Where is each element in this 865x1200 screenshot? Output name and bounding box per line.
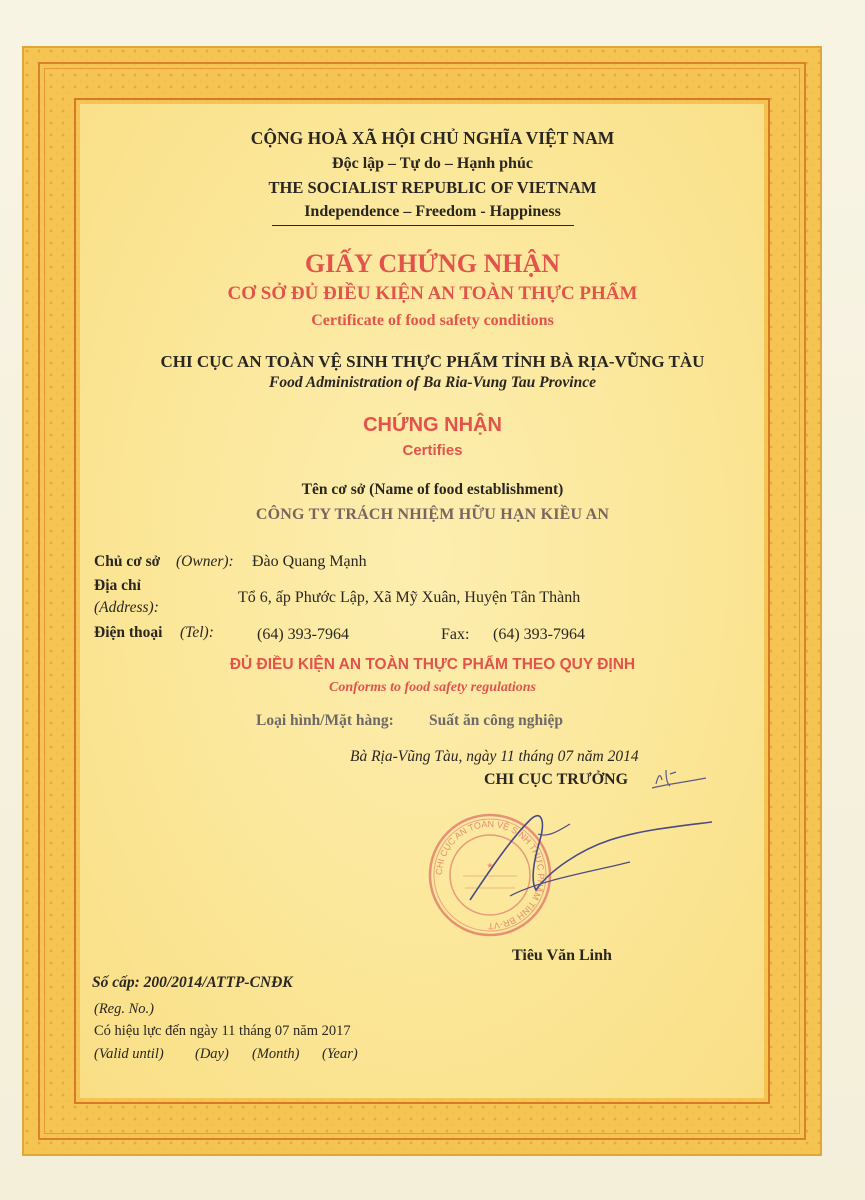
stamp-text: CHI CỤC AN TOÀN VỆ SINH THỰC PHẨM TỈNH BR-VT [433, 818, 547, 932]
republic-name-vn: CỘNG HOÀ XÃ HỘI CHỦ NGHĨA VIỆT NAM [250, 128, 615, 148]
fax-label: Fax: [441, 626, 470, 643]
issuer-vn: CHI CỤC AN TOÀN VỆ SINH THỰC PHẨM TỈNH BÀ RỊA-VŨNG TÀU [160, 352, 705, 371]
signature-mark [450, 800, 720, 920]
address-value: Tổ 6, ấp Phước Lập, Xã Mỹ Xuân, Huyện Tân Thành [238, 589, 581, 606]
certifies-en: Certifies [402, 442, 463, 459]
address-label-en: (Address): [94, 599, 159, 616]
certificate-title: GIẤY CHỨNG NHẬN [304, 249, 561, 278]
motto-en: Independence – Freedom - Happiness [304, 203, 561, 220]
owner-label-en: (Owner): [176, 553, 234, 570]
phone-label: Điện thoại [94, 624, 163, 641]
certificate-subtitle-en: Certificate of food safety conditions [311, 312, 554, 329]
validity-en-day: (Day) [195, 1046, 229, 1062]
republic-name-en: THE SOCIALIST REPUBLIC OF VIETNAM [268, 178, 597, 197]
owner-label: Chủ cơ sở [94, 553, 161, 570]
motto-vn: Độc lập – Tự do – Hạnh phúc [332, 155, 533, 172]
conformity-en: Conforms to food safety regulations [329, 680, 536, 695]
owner-value: Đào Quang Mạnh [252, 553, 367, 570]
conformity-vn: ĐỦ ĐIỀU KIỆN AN TOÀN THỰC PHẨM THEO QUY ĐỊNH [229, 656, 636, 673]
svg-text:★: ★ [486, 861, 494, 870]
establishment-name: CÔNG TY TRÁCH NHIỆM HỮU HẠN KIỀU AN [255, 506, 610, 523]
phone-value: (64) 393-7964 [257, 626, 349, 643]
certificate-subtitle: CƠ SỞ ĐỦ ĐIỀU KIỆN AN TOÀN THỰC PHẨM [227, 283, 638, 304]
place-and-date: Bà Rịa-Vũng Tàu, ngày 11 tháng 07 năm 2014 [350, 748, 639, 765]
fax-value: (64) 393-7964 [493, 626, 585, 643]
business-type-value: Suất ăn công nghiệp [429, 712, 563, 729]
signer-name: Tiêu Văn Linh [512, 947, 612, 964]
address-label: Địa chỉ [94, 577, 141, 594]
certifies-vn: CHỨNG NHẬN [363, 414, 502, 436]
issuer-en: Food Administration of Ba Ria-Vung Tau Province [268, 374, 596, 391]
business-type-label: Loại hình/Mặt hàng: [256, 712, 394, 729]
registration-number-en: (Reg. No.) [94, 1001, 154, 1017]
validity: Có hiệu lực đến ngày 11 tháng 07 năm 2017 [94, 1023, 351, 1039]
validity-en-year: (Year) [322, 1046, 358, 1062]
validity-en-until: (Valid until) [94, 1046, 164, 1062]
phone-label-en: (Tel): [180, 624, 214, 641]
establishment-label: Tên cơ sở (Name of food establishment) [301, 481, 564, 498]
validity-en-month: (Month) [252, 1046, 300, 1062]
initials-mark [650, 762, 710, 794]
registration-number: Số cấp: 200/2014/ATTP-CNĐK [92, 974, 293, 991]
motto-underline [272, 225, 574, 226]
signer-position: CHI CỤC TRƯỞNG [484, 771, 629, 788]
